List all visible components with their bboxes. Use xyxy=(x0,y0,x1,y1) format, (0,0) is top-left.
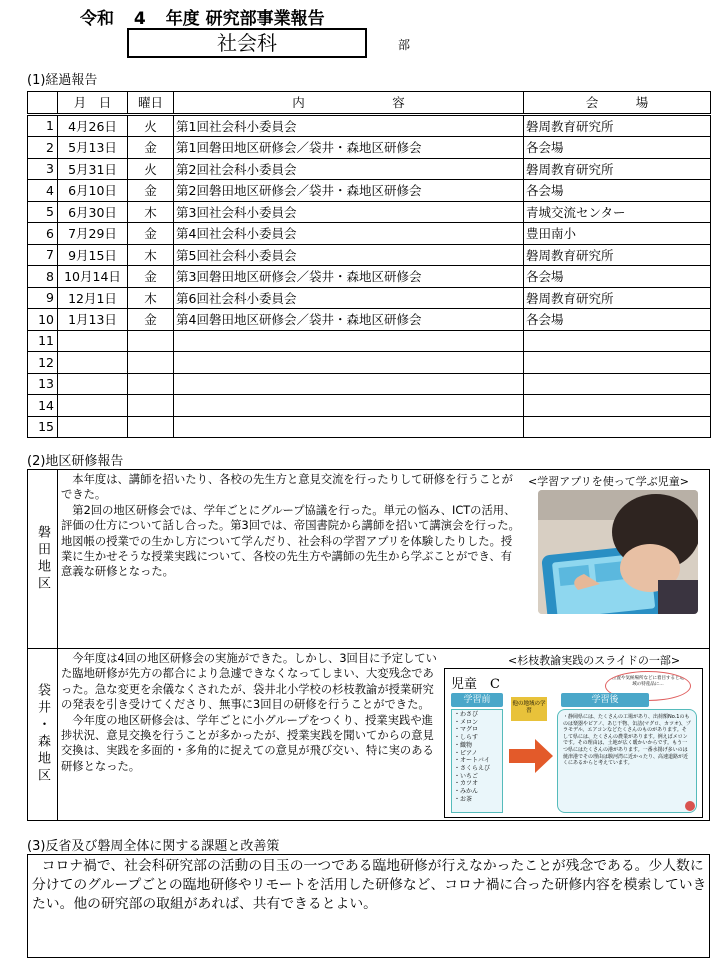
row-number: 12 xyxy=(28,352,58,374)
row-venue xyxy=(524,373,711,395)
row-venue xyxy=(524,416,711,438)
slide-bubble: 位置や気候場所などに着目すると地域の特産品に… xyxy=(605,671,691,701)
row-venue: 各会場 xyxy=(524,137,711,159)
iwata-row xyxy=(28,470,709,649)
lesson-slide xyxy=(444,668,703,818)
section2-title: (2)地区研修報告 xyxy=(27,454,124,469)
row-venue xyxy=(524,330,711,352)
table-row xyxy=(28,287,711,309)
slide-caption: <杉枝教諭実践のスライドの一部> xyxy=(508,654,681,667)
department-suffix: 部 xyxy=(398,38,411,52)
improvement-text: コロナ禍で、社会科研究部の活動の目玉の一つである臨地研修が行えなかったことが残念である。少人数に分けてのグループごとの臨地研修やリモートを活用した研修など、コロナ禍に合った研修内容を模索していきたい。他の研究部の取組があれば、共有できるとよい。 xyxy=(32,858,707,912)
slide-dot-icon xyxy=(685,801,695,811)
row-day xyxy=(128,395,174,417)
fukuroi-row xyxy=(28,648,709,820)
slide-after-label: 学習後 xyxy=(561,693,649,707)
row-date xyxy=(58,416,128,438)
slide-before-item: ・さくらえび xyxy=(454,764,491,772)
report-title xyxy=(80,4,325,29)
row-content: 第3回社会科小委員会 xyxy=(174,201,524,223)
row-day: 金 xyxy=(128,223,174,245)
row-number: 2 xyxy=(28,137,58,159)
table-row xyxy=(28,223,711,245)
student-photo-image xyxy=(538,490,698,614)
row-content: 第4回社会科小委員会 xyxy=(174,223,524,245)
slide-before-item: ・お茶 xyxy=(454,795,473,803)
table-row xyxy=(28,395,711,417)
photo-caption: <学習アプリを使って学ぶ児童> xyxy=(528,475,689,488)
row-date: 6月10日 xyxy=(58,180,128,202)
row-content: 第6回社会科小委員会 xyxy=(174,287,524,309)
fukuroi-label: 袋井・森地区 xyxy=(35,683,50,785)
row-date: 5月13日 xyxy=(58,137,128,159)
fukuroi-text xyxy=(61,651,437,774)
row-number: 6 xyxy=(28,223,58,245)
row-content xyxy=(174,373,524,395)
table-row xyxy=(28,201,711,223)
row-content: 第2回磐田地区研修会／袋井・森地区研修会 xyxy=(174,180,524,202)
row-content: 第2回社会科小委員会 xyxy=(174,158,524,180)
row-venue xyxy=(524,395,711,417)
row-venue: 磐周教育研究所 xyxy=(524,244,711,266)
slide-before-item: ・いちご xyxy=(454,772,479,780)
row-date: 12月1日 xyxy=(58,287,128,309)
progress-table xyxy=(27,91,711,438)
improvement-box xyxy=(27,854,710,958)
row-day xyxy=(128,352,174,374)
slide-before-item: ・織物 xyxy=(454,741,473,749)
slide-heading: 児童 C xyxy=(451,677,500,692)
row-day: 金 xyxy=(128,309,174,331)
row-day: 金 xyxy=(128,180,174,202)
fukuroi-paragraph-1: 今年度は4回の地区研修会の実施ができた。しかし、3回目に予定していた臨地研修が先方の都合により急遽できなくなってしまい、大変残念であった。急な変更を余儀なくされたが、袋井北小学校の杉枝教諭が授業研究の発表を引き受けてくださり、無事に3回目の研修を行うことができた。 xyxy=(61,652,437,712)
row-date: 10月14日 xyxy=(58,266,128,288)
iwata-paragraph-2: 第2回の地区研修会では、学年ごとにグループ協議を行った。単元の悩み、ICTの活用、評価の仕方について話し合った。第3回では、帝国書院から講師を招いて講演会を行った。地図帳の授業での生かし方について学んだり、社会科の学習アプリを体験したりした。授業に生かせそうな授業実践について、各校の先生方や講師の先生から学ぶことができ、有意義な研修となった。 xyxy=(61,503,520,579)
iwata-label: 磐田地区 xyxy=(35,525,50,593)
student-photo xyxy=(538,490,698,614)
row-content: 第4回磐田地区研修会／袋井・森地区研修会 xyxy=(174,309,524,331)
row-day: 木 xyxy=(128,287,174,309)
iwata-paragraph-1: 本年度は、講師を招いたり、各校の先生方と意見交流を行ったりして研修を行うことができた。 xyxy=(61,473,513,502)
header-no xyxy=(28,92,58,115)
table-row xyxy=(28,244,711,266)
row-day: 火 xyxy=(128,158,174,180)
row-content xyxy=(174,352,524,374)
row-number: 4 xyxy=(28,180,58,202)
row-number: 5 xyxy=(28,201,58,223)
table-row xyxy=(28,114,711,137)
row-day: 火 xyxy=(128,114,174,137)
slide-before-items xyxy=(454,711,500,803)
row-day xyxy=(128,373,174,395)
era-label: 令和 xyxy=(80,9,114,29)
row-venue: 豊田南小 xyxy=(524,223,711,245)
table-row xyxy=(28,180,711,202)
table-row xyxy=(28,158,711,180)
row-content xyxy=(174,416,524,438)
row-number: 13 xyxy=(28,373,58,395)
row-venue: 磐周教育研究所 xyxy=(524,287,711,309)
row-venue: 各会場 xyxy=(524,180,711,202)
table-header-row xyxy=(28,92,711,115)
row-content xyxy=(174,395,524,417)
row-content: 第3回磐田地区研修会／袋井・森地区研修会 xyxy=(174,266,524,288)
row-venue: 青城交流センター xyxy=(524,201,711,223)
slide-before-item: ・オートバイ xyxy=(454,757,490,765)
slide-arrow-icon xyxy=(509,739,553,773)
iwata-text xyxy=(61,472,520,580)
header-day: 曜日 xyxy=(128,92,174,115)
slide-before-item: ・メロン xyxy=(454,718,479,726)
table-row xyxy=(28,373,711,395)
row-number: 9 xyxy=(28,287,58,309)
fukuroi-label-cell xyxy=(28,648,58,820)
row-date: 7月29日 xyxy=(58,223,128,245)
slide-before-item: ・ピアノ xyxy=(454,749,478,757)
row-content: 第1回磐田地区研修会／袋井・森地区研修会 xyxy=(174,137,524,159)
fukuroi-paragraph-2: 今年度の地区研修会は、学年ごとに小グループをつくり、授業実践や進捗状況、意見交換を行うことが多かったが、授業実践を聞いてからの意見交換は、実践を多面的・多角的に捉えての意見が飛び交い、特に実のある研修となった。 xyxy=(61,713,434,773)
slide-after-text: ・静岡県には、たくさんの工場があり、出荷額No.1のものは楽器やピアノ、あじ干物、缶詰(マグロ、カツオ)、プラモデル、エアコンなどたくさんのものがあります。そして県には、たくさんの農業があります。例えばメロンです。その理由は、土地が広く暖かいからです。もう一つ県にはたくさんの港があります。一番水揚げ多いのは焼津港でその理由は駿河湾に近かったり、高速道路が近くにあるからと考えています。 xyxy=(557,709,697,813)
row-venue: 各会場 xyxy=(524,266,711,288)
row-day: 木 xyxy=(128,244,174,266)
row-content: 第1回社会科小委員会 xyxy=(174,114,524,137)
row-number: 10 xyxy=(28,309,58,331)
slide-before-item: ・わさび xyxy=(454,711,479,718)
slide-before-list xyxy=(451,709,503,813)
table-row xyxy=(28,352,711,374)
section1-title: (1)経過報告 xyxy=(27,73,98,88)
row-number: 11 xyxy=(28,330,58,352)
title-text: 年度 研究部事業報告 xyxy=(165,9,325,29)
row-number: 1 xyxy=(28,114,58,137)
department-box: 社会科 xyxy=(127,28,367,58)
header-venue: 会 場 xyxy=(524,92,711,115)
row-day: 木 xyxy=(128,201,174,223)
row-day: 金 xyxy=(128,137,174,159)
row-venue: 磐周教育研究所 xyxy=(524,114,711,137)
row-date xyxy=(58,330,128,352)
row-day: 金 xyxy=(128,266,174,288)
row-date: 9月15日 xyxy=(58,244,128,266)
row-date xyxy=(58,373,128,395)
slide-before-label: 学習前 xyxy=(451,693,503,707)
row-number: 3 xyxy=(28,158,58,180)
row-day xyxy=(128,330,174,352)
slide-before-item: ・カツオ xyxy=(454,780,479,788)
header-content: 内 容 xyxy=(174,92,524,115)
row-venue: 各会場 xyxy=(524,309,711,331)
iwata-label-cell xyxy=(28,470,58,648)
section3-title: (3)反省及び磐周全体に関する課題と改善策 xyxy=(27,839,280,854)
row-content: 第5回社会科小委員会 xyxy=(174,244,524,266)
row-date xyxy=(58,395,128,417)
slide-before-item: ・マグロ xyxy=(454,726,479,734)
table-row xyxy=(28,330,711,352)
row-number: 14 xyxy=(28,395,58,417)
row-venue xyxy=(524,352,711,374)
row-date: 4月26日 xyxy=(58,114,128,137)
row-date: 6月30日 xyxy=(58,201,128,223)
row-date xyxy=(58,352,128,374)
row-day xyxy=(128,416,174,438)
table-row xyxy=(28,266,711,288)
row-venue: 磐周教育研究所 xyxy=(524,158,711,180)
slide-before-item: ・みかん xyxy=(454,788,479,796)
table-row xyxy=(28,416,711,438)
year-label: 4 xyxy=(133,9,146,29)
table-row xyxy=(28,309,711,331)
slide-middle-label: 他の地域の学習 xyxy=(511,697,547,721)
table-row xyxy=(28,137,711,159)
header-date: 月 日 xyxy=(58,92,128,115)
table-body xyxy=(28,114,711,438)
row-number: 8 xyxy=(28,266,58,288)
row-date: 5月31日 xyxy=(58,158,128,180)
row-content xyxy=(174,330,524,352)
row-date: 1月13日 xyxy=(58,309,128,331)
row-number: 7 xyxy=(28,244,58,266)
slide-before-item: ・しらす xyxy=(454,734,479,742)
district-report-box xyxy=(27,469,710,821)
row-number: 15 xyxy=(28,416,58,438)
